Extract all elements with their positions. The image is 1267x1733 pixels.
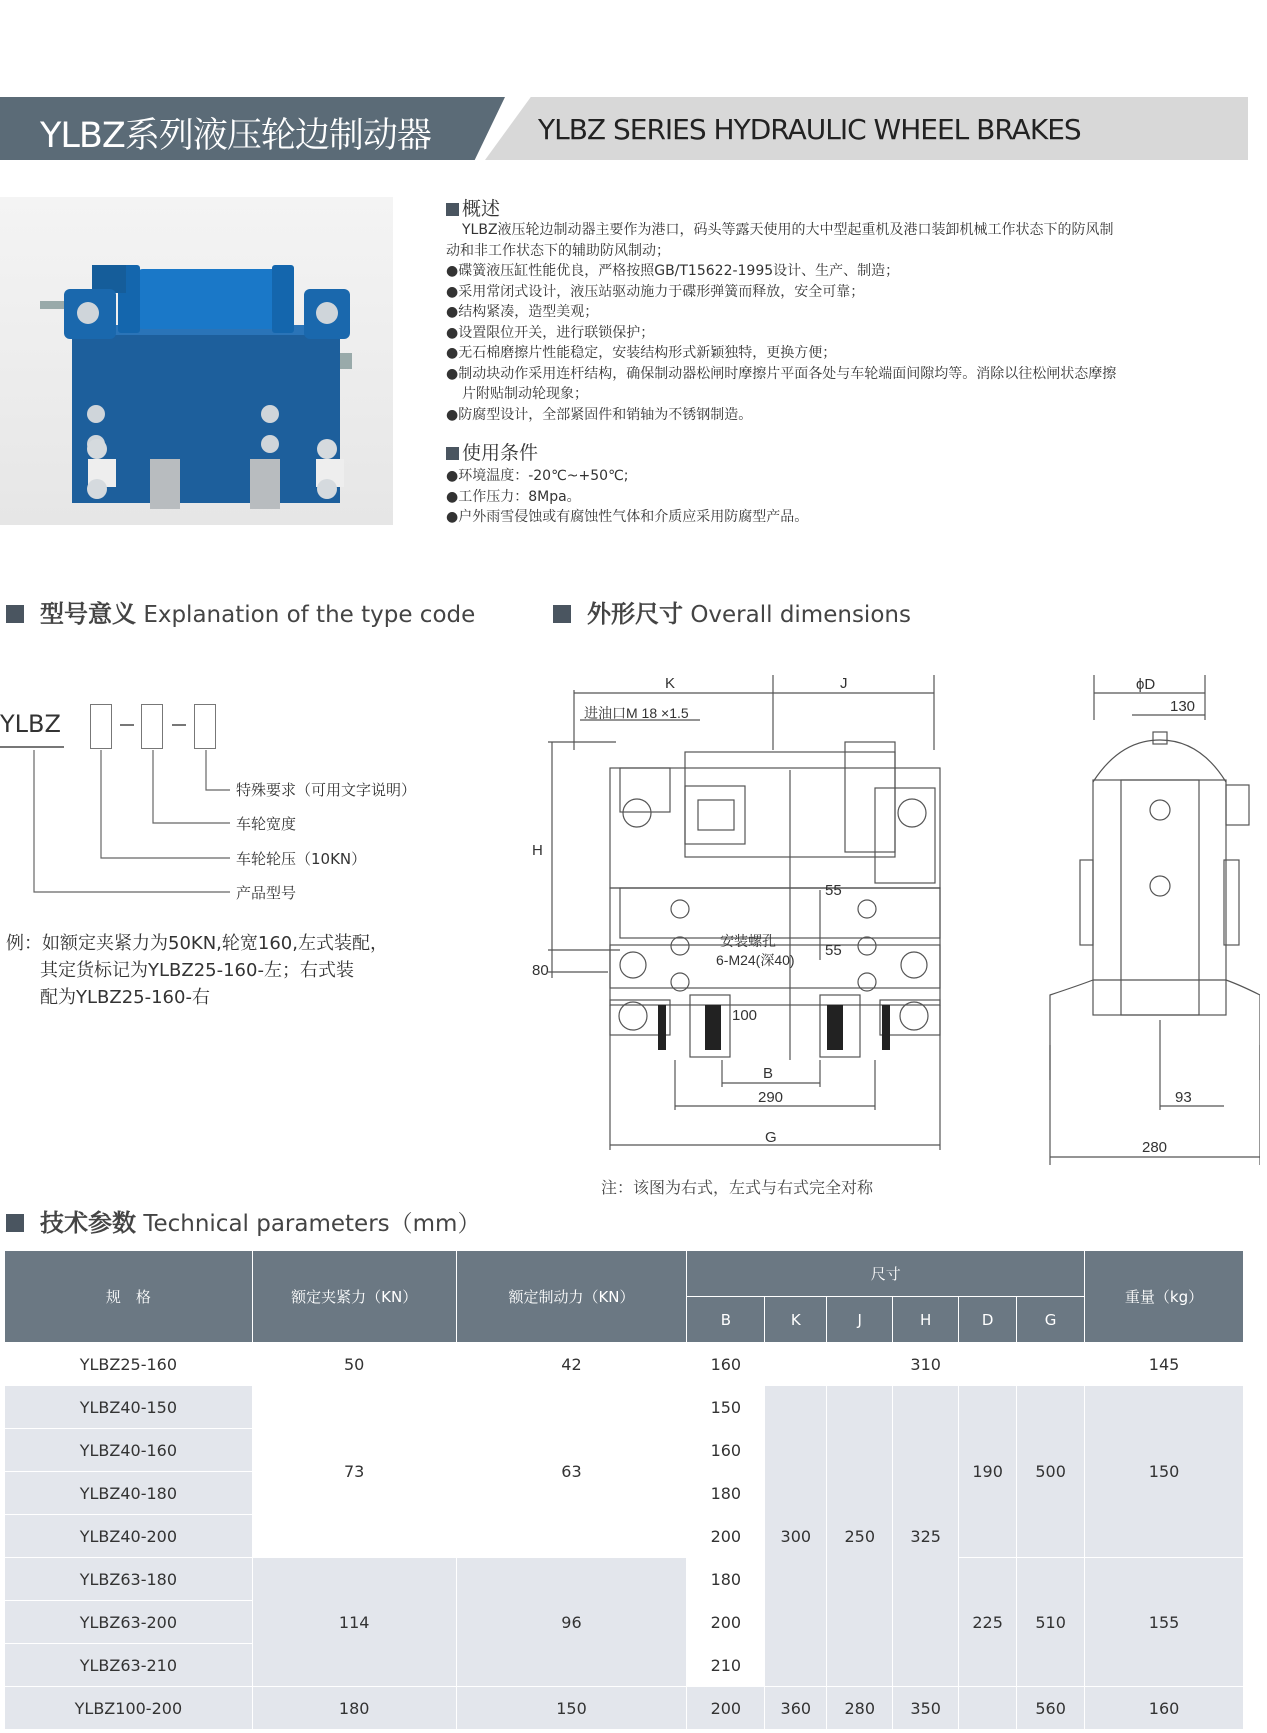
product-photo (0, 197, 393, 525)
th-H: H (893, 1297, 959, 1343)
th-size: 尺寸 (687, 1251, 1085, 1297)
dim-290: 290 (758, 1089, 784, 1106)
dim-80: 80 (532, 962, 549, 979)
th-clamp: 额定夹紧力（KN） (252, 1251, 456, 1343)
type-code-title: 型号意义 Explanation of the type code (6, 594, 475, 629)
dim-H: H (532, 842, 543, 859)
tech-title: 技术参数 Technical parameters（mm） (6, 1203, 480, 1238)
table-row: YLBZ40-200 200 (5, 1515, 1244, 1558)
code-dash (172, 724, 186, 726)
code-dash (120, 724, 134, 726)
type-code-example: 例：如额定夹紧力为50KN,轮宽160,左式装配， 其定货标记为YLBZ25-160-左；右式装 配为YLBZ25-160-右 (6, 933, 388, 1008)
dim-55a: 55 (825, 882, 842, 899)
dim-holes-1: 安装螺孔 (720, 933, 776, 949)
table-row: YLBZ40-180 180 (5, 1472, 1244, 1515)
label-width: 车轮宽度 (236, 815, 297, 833)
type-code-leaders (0, 740, 240, 900)
dim-holes-2: 6-M24(深40) (716, 952, 795, 968)
dim-55b: 55 (825, 942, 842, 959)
label-load: 车轮轮压（10KN） (236, 850, 367, 868)
dim-oil: 进油口M 18 ×1.5 (584, 705, 689, 721)
label-model: 产品型号 (236, 884, 297, 902)
table-row: YLBZ25-160 50 42 160 310 145 (5, 1343, 1244, 1386)
th-brake: 额定制动力（KN） (456, 1251, 687, 1343)
table-row: YLBZ63-200 200 (5, 1601, 1244, 1644)
th-weight: 重量（kg） (1085, 1251, 1244, 1343)
th-J: J (827, 1297, 893, 1343)
dimensions-note: 注：该图为右式，左式与右式完全对称 (601, 1178, 874, 1197)
dim-93: 93 (1175, 1089, 1192, 1106)
type-prefix: YLBZ (0, 710, 61, 738)
dim-B: B (763, 1065, 774, 1082)
table-row: YLBZ40-150 73 63 150 300 250 325 190 500 150 (5, 1386, 1244, 1429)
dim-G: G (765, 1129, 777, 1146)
overview-text: YLBZ液压轮边制动器主要作为港口，码头等露天使用的大中型起重机及港口装卸机械工作状态下的防风制 动和非工作状态下的辅助防风制动； ●碟簧液压缸性能优良，严格按照GB/T15622-1995设计、生产、制造； ●采用常闭式设计，液压站驱动施力于碟形弹簧而释放，安全可靠； ●结构紧凑，造型美观； ●设置限位开关，进行联锁保护； ●无石棉磨擦片性能稳定，安装结构形式新颖独特，更换方便； ●制动块动作采用连杆结构，确保制动器松闸时摩擦片平面各处与车轮端面间隙均等。消除以往松闸状态摩擦 片附贴制动轮现象； ●防腐型设计，全部紧固件和销轴为不锈钢制造。 (446, 222, 1117, 423)
dim-280: 280 (1142, 1139, 1168, 1156)
table-row: YLBZ63-180 114 96 180 225 510 155 (5, 1558, 1244, 1601)
table-row: YLBZ63-210 210 (5, 1644, 1244, 1687)
th-B: B (687, 1297, 765, 1343)
th-G: G (1017, 1297, 1085, 1343)
table-row: YLBZ40-160 160 (5, 1429, 1244, 1472)
dim-K: K (665, 675, 676, 692)
dimensions-title: 外形尺寸 Overall dimensions (553, 594, 911, 629)
tech-table (4, 1250, 1244, 1730)
page-title-en: YLBZ SERIES HYDRAULIC WHEEL BRAKES (538, 113, 1081, 146)
th-spec: 规 格 (5, 1251, 253, 1343)
th-D: D (959, 1297, 1017, 1343)
dim-J: J (840, 675, 848, 692)
dim-130: 130 (1170, 698, 1196, 715)
conditions-text: ●环境温度：-20℃~+50℃; ●工作压力：8Mpa。 ●户外雨雪侵蚀或有腐蚀性气体和介质应采用防腐型产品。 (446, 468, 809, 525)
conditions-title: 使用条件 (446, 438, 538, 465)
dim-phiD: ϕD (1136, 676, 1156, 693)
page-title-cn: YLBZ系列液压轮边制动器 (40, 116, 431, 156)
dim-100: 100 (732, 1007, 758, 1024)
label-special: 特殊要求（可用文字说明） (236, 781, 417, 799)
dimension-drawing (520, 660, 1260, 1165)
overview-title: 概述 (446, 194, 500, 221)
th-K: K (765, 1297, 827, 1343)
table-row: YLBZ100-200 180 150 200 360 280 350 560 160 (5, 1687, 1244, 1730)
